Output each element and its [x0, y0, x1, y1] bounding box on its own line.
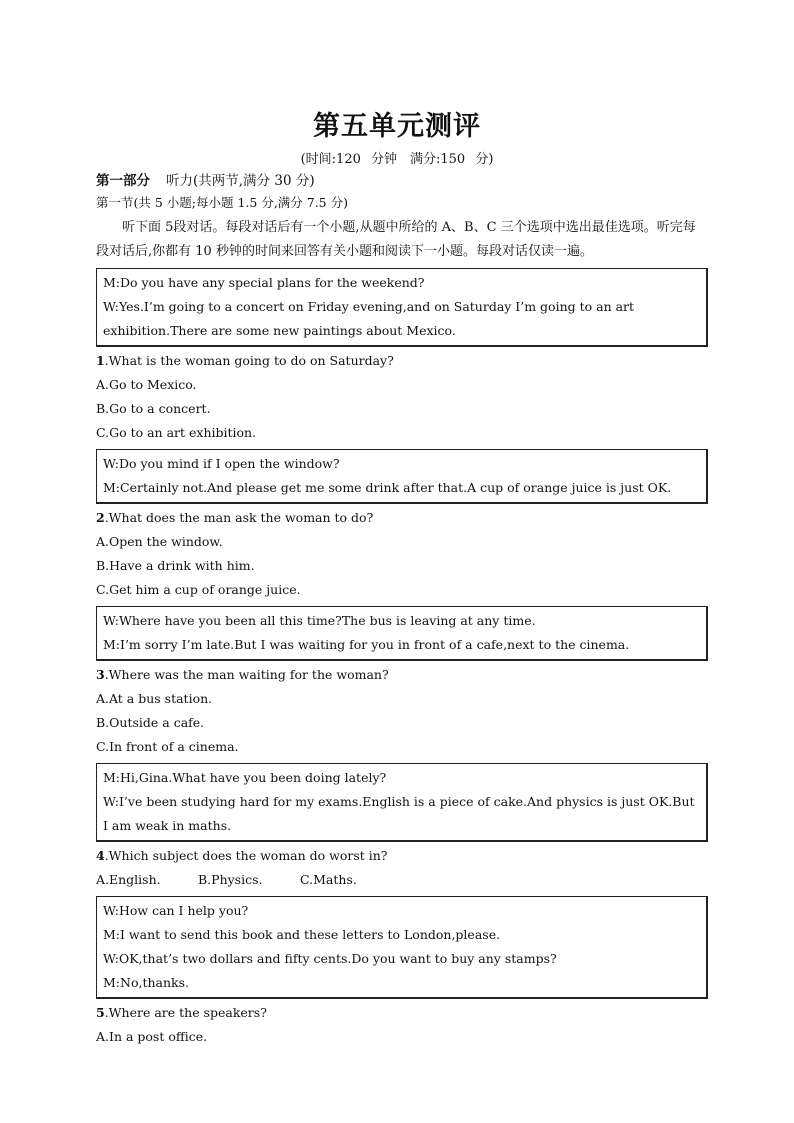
question-text: .What is the woman going to do on Saturday?	[104, 353, 394, 368]
answer-option: B.Physics.	[198, 872, 263, 887]
answer-option: A.Go to Mexico.	[96, 377, 197, 392]
part-desc: 听力(共两节,满分 30 分)	[166, 173, 315, 189]
answer-option: A.English.	[96, 872, 161, 887]
question-number: 5	[96, 1005, 105, 1020]
exam-content	[96, 170, 708, 1049]
question	[96, 844, 708, 868]
answer-option: C.In front of a cinema.	[96, 739, 239, 754]
question-number: 1	[96, 353, 105, 368]
answer-option: C.Maths.	[300, 872, 357, 887]
exam-duration-score: (时间:120 分钟 满分:150 分)	[300, 152, 494, 167]
question-number: 4	[96, 848, 105, 863]
instructions: 听下面 5段对话。每段对话后有一个小题,从题中所给的 A、B、C 三个选项中选出最佳选项。听完每段对话后,你都有 10 秒钟的时间来回答有关小题和阅读下一小题。每段对话仅读一遍。	[96, 220, 696, 259]
dialogue-line: M:I’m sorry I’m late.But I was waiting for you in front of a cafe,next to the cinema.	[103, 637, 630, 652]
answer-option: B.Go to a concert.	[96, 401, 211, 416]
answer-option: A.In a post office.	[96, 1029, 208, 1044]
dialogue-line: M:No,thanks.	[103, 975, 189, 990]
dialogue-box	[96, 449, 708, 504]
dialogue-line: W:Yes.I’m going to a concert on Friday evening,and on Saturday I’m going to an art exhibition.There are some new paintings about Mexico.	[103, 299, 635, 338]
answer-option: C.Get him a cup of orange juice.	[96, 582, 301, 597]
question-text: .Which subject does the woman do worst in?	[104, 848, 388, 863]
dialogue-line: W:Do you mind if I open the window?	[103, 456, 340, 471]
part-name: 第一部分	[96, 173, 150, 189]
dialogue-line: W:I’ve been studying hard for my exams.English is a piece of cake.And physics is just OK.But I am weak in maths.	[103, 794, 695, 833]
answer-option: A.At a bus station.	[96, 691, 213, 706]
answer-options-row	[96, 868, 708, 892]
question	[96, 663, 708, 687]
dialogue-line: W:Where have you been all this time?The bus is leaving at any time.	[103, 613, 536, 628]
question-number: 3	[96, 667, 105, 682]
dialogue-box	[96, 763, 708, 842]
answer-option: C.Go to an art exhibition.	[96, 425, 257, 440]
question	[96, 506, 708, 530]
dialogue-line: M:Certainly not.And please get me some drink after that.A cup of orange juice is just OK.	[103, 480, 672, 495]
dialogue-line: W:How can I help you?	[103, 903, 249, 918]
answer-option: B.Have a drink with him.	[96, 558, 255, 573]
question-text: .Where are the speakers?	[104, 1005, 267, 1020]
dialogue-line: M:Do you have any special plans for the weekend?	[103, 275, 425, 290]
dialogue-line: M:Hi,Gina.What have you been doing lately?	[103, 770, 387, 785]
dialogue-box	[96, 606, 708, 661]
page-title: 第五单元测评	[313, 111, 481, 142]
question-text: .Where was the man waiting for the woman?	[104, 667, 389, 682]
answer-option: A.Open the window.	[96, 534, 223, 549]
dialogue-box	[96, 896, 708, 999]
dialogue-box	[96, 268, 708, 347]
part-heading	[96, 170, 708, 192]
question	[96, 1001, 708, 1025]
question-text: .What does the man ask the woman to do?	[104, 510, 374, 525]
question-number: 2	[96, 510, 105, 525]
question	[96, 349, 708, 373]
dialogue-line: W:OK,that’s two dollars and fifty cents.Do you want to buy any stamps?	[103, 951, 557, 966]
answer-option: B.Outside a cafe.	[96, 715, 205, 730]
section-heading: 第一节(共 5 小题;每小题 1.5 分,满分 7.5 分)	[96, 195, 348, 210]
dialogue-line: M:I want to send this book and these letters to London,please.	[103, 927, 501, 942]
